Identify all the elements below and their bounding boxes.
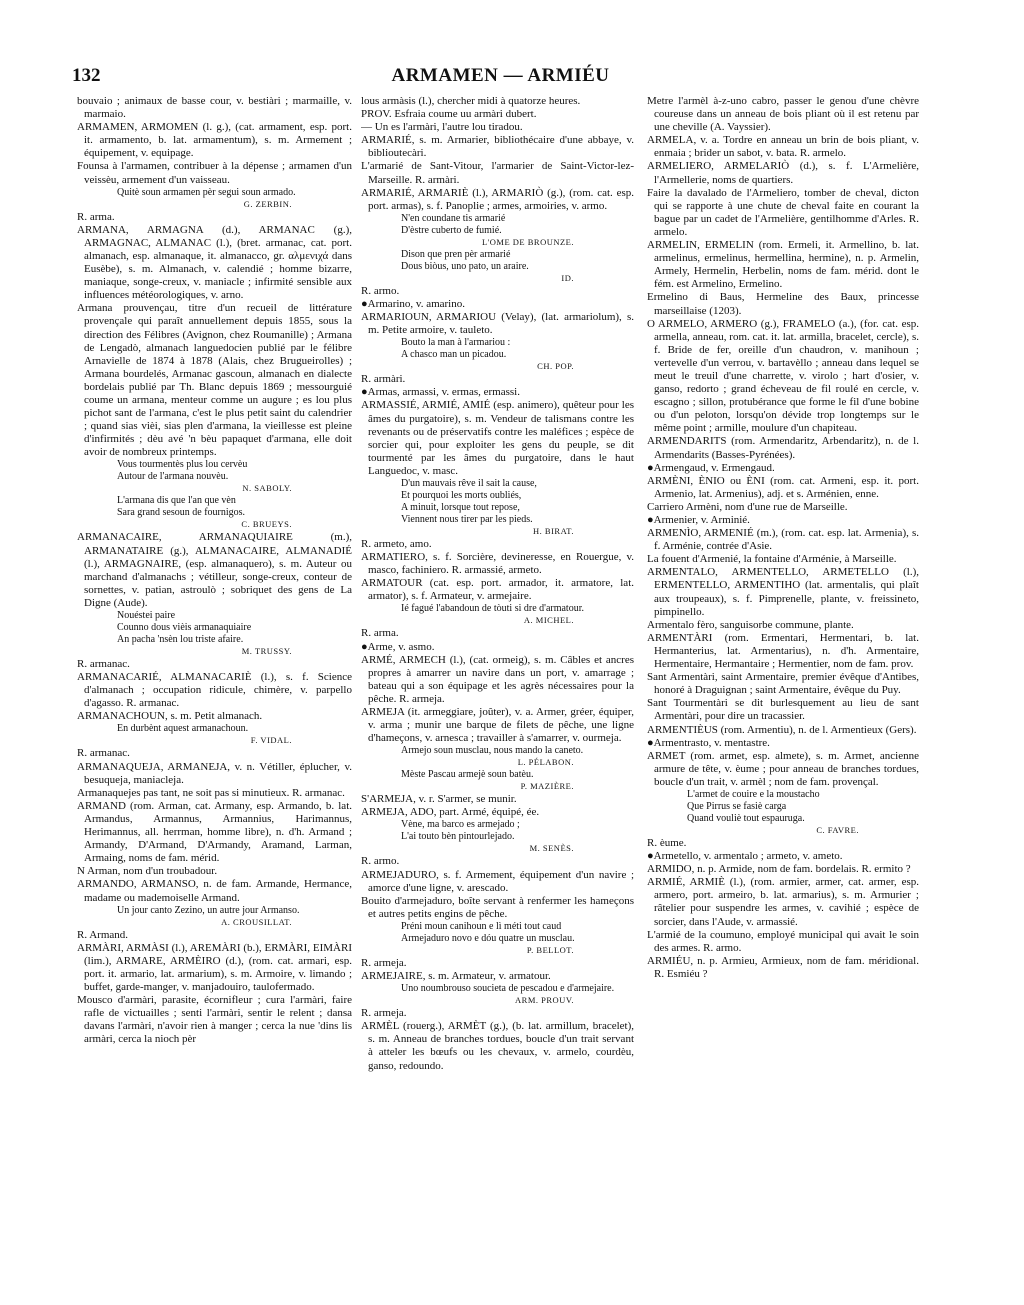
- quotation-author: CH. POP.: [537, 361, 574, 372]
- quotation-line: Autour de l'armana nouvèu.: [117, 471, 229, 483]
- quotation-line: Que Pirrus se fasiè carga: [687, 800, 787, 812]
- dictionary-entry: ARMÈNI, ÈNIO ou ÈNI (rom. cat. Armeni, esp. it. port. Armenio, lat. Armenius), adj. et s. Arménien, enne.: [647, 474, 919, 500]
- dictionary-entry: Bouito d'armejaduro, boîte servant à renfermer les hameçons et autres petits engins de pêche.: [361, 894, 634, 920]
- dictionary-entry: lous armàsis (l.), chercher midi à quatorze heures.: [361, 95, 581, 107]
- dictionary-entry: ARMÀRI, ARMÀSI (l.), AREMÀRI (b.), ERMÀRI, EIMÀRI (lim.), ARMARE, ARMÈIRO (d.), (rom. cat. armari, esp. port. it. armario, lat. armarium), s. m. Armoire, v. limando ; buffet, garde-manger, v. manjadouiro, taulofermado.: [77, 941, 352, 993]
- dictionary-entry: Sant Tourmentàri se dit burlesquement au lieu de sant Armentàri, pour dire un tracassier.: [647, 697, 919, 723]
- quotation-line: L'ai touto bèn pintourlejado.: [401, 831, 515, 843]
- dictionary-entry: O ARMELO, ARMERO (g.), FRAMELO (a.), (for. cat. esp. armella, anneau, rom. cat. it. lat. armilla, bracelet, cercle), s. f. Bride de fer, oreille d'un chaudron, v. manihoun ; vertevelle d'un verrou, v. bartavèllo ; anneau dans lequel se meut le treuil d'une charrette, v. virolo ; hart d'osier, v. ganso, redorto ; grand écheveau de fil roulé en cercle, v. escagno ; sillon, protubérance que forme le fil d'une bobine ou d'un peloton, lorsqu'on dévide trop longtemps sur le même point ; armille, moulure d'un chapiteau.: [647, 317, 919, 435]
- dictionary-entry: ARMIÉU, n. p. Armieu, Armieux, nom de fam. méridional. R. Esmiéu ?: [647, 954, 919, 980]
- dictionary-entry: R. arma.: [361, 627, 399, 640]
- dictionary-entry: ARMAMEN, ARMOMEN (l. g.), (cat. armament, esp. port. it. armamento, b. lat. armamentum), s. m. Armement ; équipement, v. equipage.: [77, 121, 352, 160]
- dictionary-entry: ARMANAQUEJA, ARMANEJA, v. n. Vétiller, éplucher, v. besuqueja, maniacleja.: [77, 760, 352, 786]
- quotation-line: A minuit, lorsque tout repose,: [401, 501, 520, 513]
- dictionary-entry: ●Armengaud, v. Ermengaud.: [647, 461, 775, 474]
- dictionary-entry: Founsa à l'armamen, contribuer à la dépense ; armamen d'un veissèu, armement d'un vaisseau.: [77, 160, 352, 186]
- quotation-author: G. ZERBIN.: [243, 198, 292, 209]
- dictionary-entry: ARMANACHOUN, s. m. Petit almanach.: [77, 710, 263, 723]
- dictionary-entry: ARMARIÉ, ARMARIÈ (l.), ARMARIÒ (g.), (rom. cat. esp. port. armas), s. f. Panoplie ; armes, armoiries, v. armo.: [361, 186, 634, 212]
- quotation-line: Dison que pren pèr armarié: [401, 248, 511, 260]
- quotation-line: L'armet de couire e la moustacho: [687, 788, 820, 800]
- dictionary-entry: ARMATIERO, s. f. Sorcière, devineresse, en Rouergue, v. masco, fachiniero. R. armassié, armeto.: [361, 551, 634, 577]
- quotation-line: Quand vouliè tout espauruga.: [687, 812, 805, 824]
- quotation-author: F. VIDAL.: [250, 735, 292, 746]
- quotation-author: N. SABOLY.: [242, 483, 292, 494]
- dictionary-entry: bouvaio ; animaux de basse cour, v. bestiàri ; marmaille, v. marmaio.: [77, 95, 352, 121]
- dictionary-entry: PROV. Esfraia coume uu armàri dubert.: [361, 108, 537, 121]
- dictionary-entry: R. armeto, amo.: [361, 537, 432, 550]
- dictionary-entry: R. armo.: [361, 284, 400, 297]
- dictionary-entry: S'ARMEJA, v. r. S'armer, se munir.: [361, 793, 517, 806]
- quotation-line: En durbènt aquest armanachoun.: [117, 723, 249, 735]
- dictionary-entry: R. armàri.: [361, 373, 406, 386]
- dictionary-entry: ●Armas, armassi, v. ermas, ermassi.: [361, 386, 520, 399]
- quotation-line: Vous tourmentès plus lou cervèu: [117, 459, 248, 471]
- column-left: [77, 95, 352, 1280]
- dictionary-entry: Metre l'armèl à-z-uno cabro, passer le genou d'une chèvre coureuse dans un anneau de bois pliant où il est retenu par une cheville (A. Vayssier).: [647, 95, 919, 134]
- quotation-line: An pacha 'nsèn lou triste afaire.: [117, 634, 244, 645]
- dictionary-entry: ARMENDARITS (rom. Armendaritz, Arbendaritz), n. de l. Armendarits (Basses-Pyrénées).: [647, 435, 919, 461]
- dictionary-entry: Carriero Armèni, nom d'une rue de Marseille.: [647, 500, 848, 513]
- quotation-line: Et pourquoi les morts oubliés,: [401, 489, 522, 501]
- dictionary-entry: R. arma.: [77, 210, 115, 223]
- quotation-line: Viennent nous tirer par les pieds.: [401, 513, 533, 525]
- dictionary-entry: ●Armarino, v. amarino.: [361, 297, 465, 310]
- quotation-line: Counno dous vièis armanaquiaire: [117, 622, 252, 633]
- dictionary-entry: Ermelino di Baus, Hermeline des Baux, princesse marseillaise (1203).: [647, 291, 919, 317]
- column-middle: [361, 95, 634, 1280]
- dictionary-entry: L'armarié de Sant-Vitour, l'armarier de Saint-Victor-lez-Marseille. R. armàri.: [361, 160, 634, 186]
- dictionary-entry: ARMIÉ, ARMIÈ (l.), (rom. armier, armer, cat. armer, esp. armero, port. armeiro, b. lat. armarius), s. m. Armurier ; râtelier pour suspendre les armes, v. cavihié ; espèce de sorcier, dans l'Aude, v. armassié.: [647, 876, 919, 928]
- dictionary-entry: ARMEJA (it. armeggiare, joûter), v. a. Armer, gréer, équiper, v. arma ; munir une barque de filets de pêche, une ligne d'hameçons, v. arnesca ; travailler à s'amarrer, v. ourmeja.: [361, 706, 634, 745]
- dictionary-entry: ARMARIÉ, s. m. Armarier, bibliothécaire d'une abbaye, v. biblioutecàri.: [361, 134, 634, 160]
- dictionary-entry: ●Arme, v. asmo.: [361, 640, 435, 653]
- quotation-line: Mèste Pascau armejè soun batèu.: [401, 769, 534, 781]
- quotation-author: ARM. PROUV.: [515, 995, 574, 1006]
- dictionary-entry: Armana prouvençau, titre d'un recueil de littérature provençale qui paraît annuellement depuis 1855, sous la direction des Félibres (Avignon, chez Roumanille) ; Armana de Lengadò, almanach languedocien publié par le félibre Arnavielle de 1874 à 1878 (Alais, chez Brugueirolles) ; Armana bourdelés, Armanac gascoun, almanach en dialecte bordelais publié par Th. Blanc depuis 1869 ; messourguié coume un armana, menteur comme un augure ; es lou plus pichot sant de l'armana, c'est le plus petit saint du calendrier ; quand sias vièi, sias plen d'armana, la vieillesse est pleine d'infirmités ; dèu avé 'n bèu papaquet d'armana, elle doit avoir de nombreux printemps.: [77, 302, 352, 459]
- dictionary-entry: ARMATOUR (cat. esp. port. armador, it. armatore, lat. armator), s. f. Armateur, v. armejaire.: [361, 577, 634, 603]
- quotation-author: A. CROUSILLAT.: [221, 916, 292, 927]
- dictionary-entry: ARMÉ, ARMECH (l.), (cat. ormeig), s. m. Câbles et ancres propres à amarrer un navire dans un port, v. amarrage ; bateau qui a son équipage et les agrès nécessaires pour la pêche. R. armeja.: [361, 653, 634, 705]
- dictionary-entry: R. Armand.: [77, 928, 129, 941]
- dictionary-entry: ARMANDO, ARMANSO, n. de fam. Armande, Hermance, madame ou mademoiselle Armand.: [77, 878, 352, 904]
- dictionary-entry: ARMAND (rom. Arman, cat. Armany, esp. Armando, b. lat. Armandus, Armannus, Armannius, Harimannus, Herimannus, all. herrman, homme libre), n. d'h. Armand ; Armandy, D'Armand, D'Armandy, Aramand, Larman, Armaing, noms de fam. mérid.: [77, 799, 352, 865]
- dictionary-entry: ●Armetello, v. armentalo ; armeto, v. ameto.: [647, 850, 843, 863]
- quotation-line: Ié fagué l'abandoun de tòuti si dre d'armatour.: [401, 603, 584, 615]
- quotation-line: N'en coundane tis armarié: [401, 212, 506, 224]
- quotation-author: ID.: [561, 272, 574, 283]
- dictionary-entry: ARMEJA, ADO, part. Armé, équipé, ée.: [361, 806, 540, 819]
- dictionary-entry: N Arman, nom d'un troubadour.: [77, 865, 218, 878]
- dictionary-entry: R. armanac.: [77, 658, 130, 670]
- dictionary-entry: ●Armenier, v. Arminié.: [647, 514, 750, 526]
- dictionary-entry: ARMANACARIÉ, ALMANACARIÈ (l.), s. f. Science d'almanach ; occupation ridicule, chimère, v. parpello d'agasso. R. armanac.: [77, 671, 352, 710]
- quotation-line: A chasco man un picadou.: [401, 349, 507, 361]
- dictionary-entry: ARMANA, ARMAGNA (d.), ARMANAC (g.), ARMAGNAC, ALMANAC (l.), (bret. armanac, cat. port. almanach, esp. almanaque, it. almanacco, gr. αλμενιχά dans Eusèbe), s. m. Almanach, v. calendié ; homme bizarre, maniaque, songe-creux, v. maniacle ; infirmité sensible aux influences météorologiques, v. arno.: [77, 223, 352, 302]
- quotation-line: Dous biòus, uno pato, un araire.: [401, 260, 529, 272]
- quotation-author: P. MAZIÈRE.: [520, 781, 574, 792]
- quotation-line: Armejaduro novo e dóu quatre un musclau.: [401, 932, 575, 944]
- quotation-author: L. PÉLABON.: [517, 757, 574, 768]
- quotation-line: L'armana dis que l'an que vèn: [117, 495, 236, 507]
- quotation-line: Bouto la man à l'armariou :: [401, 337, 511, 349]
- dictionary-entry: ARMEJAIRE, s. m. Armateur, v. armatour.: [361, 970, 551, 983]
- dictionary-entry: ARMET (rom. armet, esp. almete), s. m. Armet, ancienne armure de tête, v. èume ; pour anneau de branches tordues, boucle d'un trait, v. armèl ; nom de fam. provençal.: [647, 749, 919, 788]
- dictionary-entry: La fouent d'Armenié, la fontaine d'Arménie, à Marseille.: [647, 553, 897, 566]
- dictionary-entry: Faire la davalado de l'Armeliero, tomber de cheval, dicton qui se rapporte à une chute de cheval faite en courant la bague par un cadet de l'Armelière, gentilhomme d'Arles. R. armelo.: [647, 186, 919, 238]
- quotation-author: L'OME DE BROUNZE.: [482, 236, 574, 247]
- quotation-line: Sara grand sesoun de fournigos.: [117, 507, 246, 519]
- dictionary-entry: R. armeja.: [361, 956, 407, 969]
- quotation-line: Quitè soun armamen pèr segui soun armado.: [117, 186, 296, 198]
- quotation-line: Uno noumbrouso soucieta de pescadou e d'armejaire.: [401, 983, 615, 995]
- dictionary-entry: ARMARIOUN, ARMARIOU (Velay), (lat. armariolum), s. m. Petite armoire, v. tauleto.: [361, 311, 634, 337]
- dictionary-entry: R. armanac.: [77, 747, 130, 760]
- dictionary-entry: Armentalo fèro, sanguisorbe commune, plante.: [647, 618, 854, 631]
- quotation-author: M. SENÈS.: [529, 843, 574, 854]
- quotation-author: A. MICHEL.: [523, 615, 574, 626]
- dictionary-entry: L'armié de la coumuno, employé municipal qui avait le soin des armes. R. armo.: [647, 928, 919, 954]
- quotation-author: C. FAVRE.: [816, 824, 859, 835]
- page-header: [72, 65, 929, 89]
- dictionary-entry: R. armo.: [361, 855, 400, 868]
- dictionary-entry: ARMENTALO, ARMENTELLO, ARMETELLO (l.), ERMENTELLO, ARMENTIHO (lat. armentalis, qui plaît aux troupeaux), s. f. Pimprenelle, plante, v. freissineto, pimpinello.: [647, 566, 919, 618]
- dictionary-entry: ARMENTÀRI (rom. Ermentari, Hermentari, b. lat. Hermanterius, lat. Armentarius), n. d'h. Armentaire, Hermentaire, Hermantaire ; Hermentier, nom de fam. prov.: [647, 631, 919, 671]
- dictionary-entry: ARMEJADURO, s. f. Armement, équipement d'un navire ; amorce d'une ligne, v. arescado.: [361, 868, 634, 894]
- dictionary-entry: ARMASSIÉ, ARMIÉ, AMIÉ (esp. animero), quêteur pour les âmes du purgatoire), s. m. Vendeur de talismans contre les revenants ou de préservatifs contre les maléfices ; espèce de sorcier qui, pour exploiter les gens du peuple, se dit tourmenté par les âmes du purgatoire, dans le haut Languedoc, v. masc.: [361, 399, 634, 477]
- dictionary-entry: ●Armentrasto, v. mentastre.: [647, 736, 770, 749]
- dictionary-entry: R. armeja.: [361, 1007, 407, 1020]
- dictionary-entry: — Un es l'armàri, l'autre lou tiradou.: [361, 121, 523, 134]
- page-number: 132: [72, 65, 101, 86]
- running-title: ARMAMEN — ARMIÉU: [391, 65, 610, 86]
- dictionary-entry: Sant Armentàri, saint Armentaire, premier évêque d'Antibes, honoré à Draguignan ; saint Armentaire, évêque du Puy.: [647, 671, 919, 697]
- dictionary-entry: ARMÈL (rouerg.), ARMÈT (g.), (b. lat. armillum, bracelet), s. m. Anneau de branches tordues, boucle d'un trait servant à atteler les bœufs ou les chevaux, v. armelo, courdèu, ganso, redoundo.: [361, 1020, 634, 1072]
- dictionary-entry: ARMENTIÈUS (rom. Armentiu), n. de l. Armentieux (Gers).: [647, 723, 917, 736]
- quotation-line: D'un mauvais rêve il sait la cause,: [401, 477, 537, 489]
- quotation-line: Vène, ma barco es armejado ;: [401, 819, 520, 831]
- quotation-author: C. BRUEYS.: [241, 519, 292, 530]
- dictionary-entry: Armanaquejes pas tant, ne soit pas si minutieux. R. armanac.: [77, 786, 345, 799]
- dictionary-entry: ARMELA, v. a. Tordre en anneau un brin de bois pliant, v. enmaia ; brider un sabot, v. bata. R. armelo.: [647, 134, 919, 160]
- quotation-author: M. TRUSSY.: [241, 646, 292, 656]
- quotation-line: Un jour canto Zezino, un autre jour Armanso.: [117, 904, 300, 916]
- quotation-line: Préni moun canihoun e lì méti tout caud: [401, 920, 562, 932]
- dictionary-entry: ARMANACAIRE, ARMANAQUIAIRE (m.), ARMANATAIRE (g.), ALMANACAIRE, ALMANADIÉ (l.), ARMAGNAIRE, (esp. almanaquero), s. m. Auteur ou marchand d'almanachs ; vétilleur, songe-creux, conteur de sornettes, v. patian, astroulò ; sobriquet des gens de La Digne (Aude).: [77, 531, 352, 609]
- dictionary-entry: Mousco d'armàri, parasite, écornifleur ; cura l'armàri, faire rafle de victuailles ; senti l'armàri, sentir le relent ; dansa davans l'armàri, n'avoir rien à manger ; cerca la nue 'dins lis armàri, cerca la nioch pèr: [77, 994, 352, 1046]
- quotation-author: P. BELLOT.: [526, 944, 574, 955]
- quotation-line: Armejo soun musclau, nous mando la caneto.: [401, 745, 584, 757]
- dictionary-entry: ARMENÌO, ARMENIÉ (m.), (rom. cat. esp. lat. Armenia), s. f. Arménie, contrée d'Asie.: [647, 527, 919, 553]
- column-right: [647, 95, 919, 1280]
- dictionary-entry: ARMELIN, ERMELIN (rom. Ermeli, it. Armellino, b. lat. armelinus, ermelinus, hermellina, hermine), n. p. Armelin, Armely, Hermelin, Herbelin, noms de fam. mérid. dont le fém. est Armelino, Ermelino.: [647, 239, 919, 291]
- dictionary-entry: ARMELIERO, ARMELARIÒ (d.), s. f. L'Armelière, l'Armellerie, noms de quartiers.: [647, 160, 919, 186]
- dictionary-entry: R. èume.: [647, 836, 687, 849]
- quotation-line: Nouéstei paire: [117, 610, 176, 621]
- dictionary-entry: ARMIDO, n. p. Armide, nom de fam. bordelais. R. ermito ?: [647, 863, 911, 876]
- quotation-author: H. BIRAT.: [533, 525, 574, 536]
- quotation-line: D'èstre cuberto de fumié.: [401, 224, 502, 236]
